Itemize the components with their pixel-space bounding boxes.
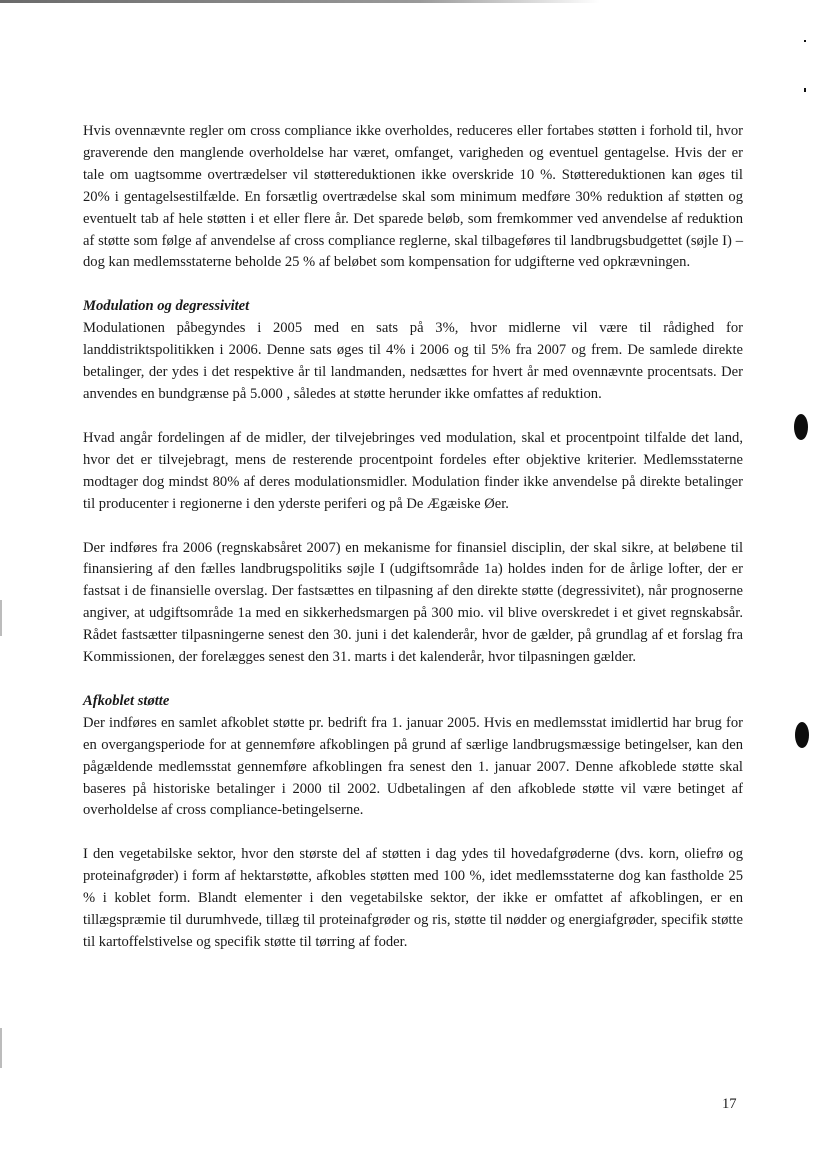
scan-speck (804, 88, 806, 92)
paragraph-cross-compliance: Hvis ovennævnte regler om cross compliance ikke overholdes, reduceres eller fortabes støtten i forhold til, hvor graverende den manglende overholdelse har været, omfanget, varigheden og eventuel gentagelse. Hvis der er tale om uagtsomme overtrædelser vil støttereduktionen ikke overskride 10 %. Støttereduktionen kan øges til 20% i gentagelsestilfælde. En forsætlig overtrædelse skal som minimum medføre 30% reduktion af støtten og eventuelt tab af hele støtten i et eller flere år. Det sparede beløb, som fremkommer ved anvendelse af reduktion af støtte som følge af anvendelse af cross compliance reglerne, skal tilbageføres til landbrugsbudgettet (søjle I) – dog kan medlemsstaterne beholde 25 % af beløbet som kompensation for udgifterne ved opkrævningen. (83, 123, 743, 271)
punch-hole (794, 414, 808, 440)
paragraph-modulation: Modulationen påbegyndes i 2005 med en sats på 3%, hvor midlerne vil være til rådighed for landdistriktspolitikken i 2006. Denne sats øges til 4% i 2006 og til 5% fra 2007 og frem. De samlede direkte betalinger, der ydes i det respektive år til landmanden, nedsættes for hvert år med ovennævnte procentsats. Der anvendes en bundgrænse på 5.000 , således at støtte herunder ikke omfattes af reduktion. (83, 320, 743, 402)
paragraph-vegetable-sector: I den vegetabilske sektor, hvor den største del af støtten i dag ydes til hovedafgrøderne (dvs. korn, oliefrø og proteinafgrøder) i form af hektarstøtte, afkobles støtten med 100 %, idet medlemsstaterne dog kan fastholde 25 % i koblet form. Blandt elementer i den vegetabilske sektor, der ikke er omfattet af afkoblingen, er en tillægspræmie til durumhvede, tillæg til proteinafgrøder og ris, støtte til nødder og energiafgrøder, specifik støtte til kartoffelstivelse og specifik støtte til tørring af foder. (83, 846, 743, 950)
scan-edge-shadow (0, 1028, 2, 1068)
scan-speck (804, 40, 806, 42)
paragraph-modulation-distribution: Hvad angår fordelingen af de midler, der tilvejebringes ved modulation, skal et procentpoint tilfalde det land, hvor det er tilvejebragt, mens de resterende procentpoint fordeles efter objektive kriterier. Medlemsstaterne modtager dog mindst 80% af deres modulationsmidler. Modulation finder ikke anvendelse på direkte betalinger til producenter i regionerne i den yderste periferi og på De Ægæiske Øer. (83, 429, 743, 512)
scan-top-edge (0, 0, 600, 3)
paragraph-financial-discipline: Der indføres fra 2006 (regnskabsåret 2007) en mekanisme for finansiel disciplin, der skal sikre, at beløbene til finansiering af den fælles landbrugspolitiks søjle I (udgiftsområde 1a) holdes inden for de årlige lofter, der er fastsat i de finansielle overslag. Der fastsættes en tilpasning af den direkte støtte (degressivitet), når prognoserne angiver, at udgiftsområde 1a med en sikkerhedsmargen på 300 mio. vil blive overskredet i et givet regnskabsår. Rådet fastsætter tilpasningerne senest den 30. juni i det kalenderår, hvor de gælder, på grundlag af et forslag fra Kommissionen, der forelægges senest den 31. marts i det kalenderår, hvor tilpasningen gælder. (83, 539, 743, 666)
section-heading-modulation: Modulation og degressivitet (83, 298, 250, 315)
page-number: 17 (722, 1096, 737, 1112)
document-body (83, 121, 743, 954)
punch-hole (795, 722, 809, 748)
scan-edge-shadow (0, 600, 2, 636)
section-heading-decoupled-support: Afkoblet støtte (83, 692, 170, 709)
paragraph-decoupled-support: Der indføres en samlet afkoblet støtte pr. bedrift fra 1. januar 2005. Hvis en medlemsstat imidlertid har brug for en overgangsperiode for at gennemføre afkoblingen på grund af særlige landbrugsmæssige betingelser, kan den pågældende medlemsstat gennemføre afkoblingen fra senest den 1. januar 2007. Denne afkoblede støtte skal baseres på historiske betalinger i 2000 til 2002. Udbetalingen af den afkoblede støtte vil være betinget af overholdelse af cross compliance-betingelserne. (83, 714, 743, 819)
